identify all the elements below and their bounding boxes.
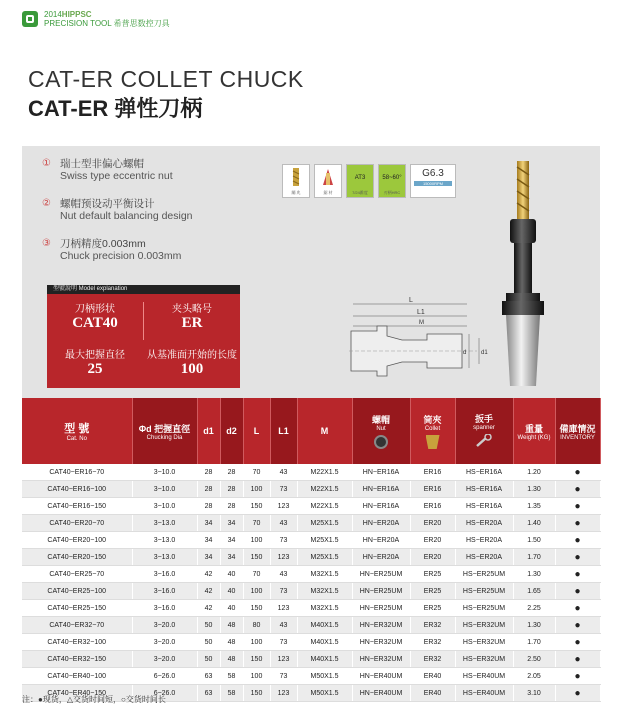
cell-weight: 1.65: [513, 583, 555, 600]
cell-weight: 1.40: [513, 515, 555, 532]
cell-chucking-dia: 3−13.0: [132, 515, 197, 532]
dim-L-label: L: [409, 297, 413, 304]
cell-M: M50X1.5: [297, 685, 352, 702]
cell-spanner: HS−ER25UM: [455, 600, 513, 617]
cell-L1: 73: [270, 668, 297, 685]
cell-collet: ER25: [410, 566, 455, 583]
brand-text: [44, 10, 170, 28]
cell-L: 100: [243, 481, 270, 498]
cell-nut: HN−ER40UM: [352, 685, 410, 702]
dim-d1-label: d1: [481, 350, 488, 356]
col-d1: d1: [197, 398, 220, 464]
cell-d2: 28: [220, 464, 243, 481]
cell-weight: 2.25: [513, 600, 555, 617]
grip-cell: [47, 346, 143, 378]
cell-cat-no: CAT40−ER20−100: [22, 532, 132, 549]
cell-collet: ER20: [410, 532, 455, 549]
cell-chucking-dia: 3−13.0: [132, 549, 197, 566]
drill-spec-icon: [282, 164, 310, 198]
cell-L: 150: [243, 651, 270, 668]
hippsc-logo-icon: [22, 11, 38, 27]
code-cell: [144, 300, 240, 332]
cell-chucking-dia: 3−16.0: [132, 600, 197, 617]
col-stock-en: INVENTORY: [560, 434, 595, 441]
col-weight: [513, 398, 555, 464]
cell-d2: 48: [220, 634, 243, 651]
cell-M: M25X1.5: [297, 532, 352, 549]
cell-L1: 123: [270, 498, 297, 515]
cell-L: 150: [243, 549, 270, 566]
feature-2-number: ②: [42, 198, 51, 209]
cell-spanner: HS−ER40UM: [455, 685, 513, 702]
cell-collet: ER16: [410, 464, 455, 481]
cell-cat-no: CAT40−ER25−150: [22, 600, 132, 617]
balance-grade-value: G6.3: [422, 168, 444, 179]
code-label: 夹头略号: [172, 304, 212, 315]
taper-spec-value: AT3: [354, 175, 366, 181]
cell-L: 150: [243, 600, 270, 617]
cell-chucking-dia: 3−20.0: [132, 617, 197, 634]
cell-nut: HN−ER20A: [352, 549, 410, 566]
dim-M-label: M: [419, 320, 424, 326]
col-chucking-dia-cn: Φd 把握直徑: [138, 423, 191, 434]
spec-table-body: [22, 464, 600, 702]
cell-nut: HN−ER16A: [352, 481, 410, 498]
cell-nut: HN−ER25UM: [352, 600, 410, 617]
product-panel: [22, 146, 600, 398]
dim-L1-label: L1: [417, 309, 425, 316]
table-row: [22, 566, 600, 583]
cell-L: 150: [243, 685, 270, 702]
cell-cat-no: CAT40−ER32−150: [22, 651, 132, 668]
col-collet-cn: 筒夾: [423, 415, 442, 425]
feature-1-number: ①: [42, 158, 51, 169]
cell-M: M50X1.5: [297, 668, 352, 685]
col-cat-no: [22, 398, 132, 464]
cell-nut: HN−ER32UM: [352, 651, 410, 668]
col-stock-cn: 備庫情況: [559, 423, 596, 434]
cell-d1: 28: [197, 498, 220, 515]
cell-weight: 1.50: [513, 532, 555, 549]
brand-header: [22, 10, 170, 28]
shape-label: 刀柄形状: [75, 304, 115, 315]
cell-stock: ●: [555, 549, 600, 566]
cell-weight: 2.50: [513, 651, 555, 668]
cell-collet: ER16: [410, 481, 455, 498]
col-spanner-en: spanner: [473, 425, 495, 431]
balance-grade-box: [410, 164, 456, 198]
cell-nut: HN−ER40UM: [352, 668, 410, 685]
col-weight-cn: 重量: [524, 423, 543, 434]
col-nut-cn: 螺帽: [371, 415, 390, 425]
feature-2-cn: 螺帽预设动平衡设计: [60, 198, 155, 210]
cell-M: M25X1.5: [297, 549, 352, 566]
material-spec-label: 鋸 材: [323, 190, 333, 195]
table-row: [22, 668, 600, 685]
cell-M: M22X1.5: [297, 498, 352, 515]
spanner-icon: [475, 434, 493, 448]
page-title-en: CAT-ER COLLET CHUCK: [28, 66, 304, 92]
cell-weight: 1.30: [513, 566, 555, 583]
cell-d1: 50: [197, 651, 220, 668]
cell-chucking-dia: 3−16.0: [132, 566, 197, 583]
cell-L1: 123: [270, 549, 297, 566]
cell-L1: 123: [270, 651, 297, 668]
col-nut-en: Nut: [376, 426, 386, 432]
table-row: [22, 583, 600, 600]
cell-d1: 50: [197, 634, 220, 651]
cell-weight: 3.10: [513, 685, 555, 702]
cell-stock: ●: [555, 600, 600, 617]
cell-d2: 40: [220, 600, 243, 617]
col-chucking-dia: [132, 398, 197, 464]
grip-label: 最大把握直径: [65, 350, 125, 361]
cell-nut: HN−ER32UM: [352, 634, 410, 651]
brand-year: 2014: [44, 10, 62, 19]
cell-M: M40X1.5: [297, 651, 352, 668]
cell-stock: ●: [555, 481, 600, 498]
cell-chucking-dia: 6−26.0: [132, 668, 197, 685]
cell-collet: ER25: [410, 600, 455, 617]
table-row: [22, 634, 600, 651]
spec-table: [22, 398, 601, 702]
cell-spanner: HS−ER25UM: [455, 566, 513, 583]
cell-stock: ●: [555, 668, 600, 685]
cell-spanner: HS−ER32UM: [455, 651, 513, 668]
nut-icon: [374, 435, 388, 449]
cell-L: 100: [243, 634, 270, 651]
table-row: [22, 651, 600, 668]
cell-spanner: HS−ER25UM: [455, 583, 513, 600]
cell-chucking-dia: 3−10.0: [132, 498, 197, 515]
cell-M: M32X1.5: [297, 600, 352, 617]
cell-stock: ●: [555, 515, 600, 532]
stock-legend-note: 注：●现货，△交货时间短，○交货时间长: [22, 695, 166, 704]
cell-M: M32X1.5: [297, 566, 352, 583]
cell-cat-no: CAT40−ER20−150: [22, 549, 132, 566]
cell-collet: ER40: [410, 668, 455, 685]
cell-weight: 2.05: [513, 668, 555, 685]
cell-d2: 34: [220, 549, 243, 566]
cell-d1: 28: [197, 481, 220, 498]
cell-M: M25X1.5: [297, 515, 352, 532]
cell-M: M22X1.5: [297, 481, 352, 498]
cell-chucking-dia: 3−10.0: [132, 481, 197, 498]
cell-L1: 123: [270, 600, 297, 617]
feature-3-cn: 刀柄精度0.003mm: [60, 238, 146, 250]
cell-M: M22X1.5: [297, 464, 352, 481]
cell-stock: ●: [555, 498, 600, 515]
cell-nut: HN−ER16A: [352, 464, 410, 481]
col-spanner-cn: 扳手: [474, 414, 493, 424]
cell-d1: 42: [197, 583, 220, 600]
cell-d2: 34: [220, 532, 243, 549]
cell-M: M40X1.5: [297, 634, 352, 651]
hrc-spec-value: 58~60°: [382, 175, 402, 181]
cell-d1: 42: [197, 600, 220, 617]
col-d2: d2: [220, 398, 243, 464]
cell-collet: ER20: [410, 549, 455, 566]
cell-nut: HN−ER20A: [352, 532, 410, 549]
col-nut: [352, 398, 410, 464]
cell-d1: 34: [197, 532, 220, 549]
cell-chucking-dia: 3−20.0: [132, 634, 197, 651]
cell-stock: ●: [555, 685, 600, 702]
cell-d2: 40: [220, 566, 243, 583]
col-stock: [555, 398, 600, 464]
feature-3-number: ③: [42, 238, 51, 249]
cell-spanner: HS−ER32UM: [455, 617, 513, 634]
material-spec-icon: [314, 164, 342, 198]
cell-d2: 48: [220, 617, 243, 634]
cell-d2: 40: [220, 583, 243, 600]
cell-collet: ER16: [410, 498, 455, 515]
model-explanation-box: [47, 286, 240, 388]
shape-cell: [47, 300, 143, 332]
col-cat-no-cn: 型 號: [64, 423, 90, 435]
model-explanation-header: 型號說明 Model explanation: [47, 285, 240, 294]
cell-d2: 48: [220, 651, 243, 668]
cell-d2: 28: [220, 498, 243, 515]
cell-L: 70: [243, 464, 270, 481]
cell-cat-no: CAT40−ER40−100: [22, 668, 132, 685]
table-row: [22, 617, 600, 634]
cell-d1: 50: [197, 617, 220, 634]
col-chucking-dia-en: Chucking Dia: [146, 434, 183, 441]
cell-spanner: HS−ER32UM: [455, 634, 513, 651]
feature-2-en: Nut default balancing design: [60, 210, 193, 222]
cell-nut: HN−ER25UM: [352, 583, 410, 600]
cell-L: 70: [243, 515, 270, 532]
cell-collet: ER40: [410, 685, 455, 702]
cell-L1: 73: [270, 583, 297, 600]
table-row: [22, 498, 600, 515]
col-M: M: [297, 398, 352, 464]
cell-chucking-dia: 3−16.0: [132, 583, 197, 600]
table-row: [22, 481, 600, 498]
cell-nut: HN−ER20A: [352, 515, 410, 532]
cell-chucking-dia: 3−13.0: [132, 532, 197, 549]
feature-3-en: Chuck precision 0.003mm: [60, 250, 182, 262]
cell-cat-no: CAT40−ER25−70: [22, 566, 132, 583]
brand-tagline: PRECISION TOOL 希普思数控刀具: [44, 19, 170, 28]
cell-weight: 1.70: [513, 634, 555, 651]
cell-nut: HN−ER32UM: [352, 617, 410, 634]
feature-1-en: Swiss type eccentric nut: [60, 170, 173, 182]
balance-grade-rpm: 15000RPM: [414, 181, 452, 186]
col-collet: [410, 398, 455, 464]
spec-icon-row: [282, 164, 456, 198]
hrc-spec-box: [378, 164, 406, 198]
cell-stock: ●: [555, 617, 600, 634]
cell-nut: HN−ER16A: [352, 498, 410, 515]
cell-stock: ●: [555, 634, 600, 651]
col-spanner: [455, 398, 513, 464]
cell-spanner: HS−ER16A: [455, 464, 513, 481]
cell-L1: 43: [270, 464, 297, 481]
drill-spec-label: 蹦 兆: [291, 190, 301, 195]
code-value: ER: [181, 315, 203, 331]
cell-L: 150: [243, 498, 270, 515]
taper-spec-box: [346, 164, 374, 198]
collet-chuck-product-image: [484, 161, 564, 393]
feature-1: [42, 158, 173, 182]
cell-L1: 73: [270, 532, 297, 549]
cell-cat-no: CAT40−ER16−70: [22, 464, 132, 481]
cell-chucking-dia: 3−10.0: [132, 464, 197, 481]
cell-M: M32X1.5: [297, 583, 352, 600]
taper-spec-label: 7/24錐度: [352, 190, 368, 195]
cell-d2: 58: [220, 685, 243, 702]
dim-d-label: d: [463, 350, 467, 356]
table-row: [22, 515, 600, 532]
cell-collet: ER32: [410, 617, 455, 634]
cell-stock: ●: [555, 583, 600, 600]
cell-nut: HN−ER25UM: [352, 566, 410, 583]
cell-cat-no: CAT40−ER32−70: [22, 617, 132, 634]
cell-d1: 34: [197, 515, 220, 532]
cell-collet: ER32: [410, 651, 455, 668]
length-label: 从基准面开始的长度: [147, 350, 237, 361]
col-L1: L1: [270, 398, 297, 464]
cell-stock: ●: [555, 532, 600, 549]
cell-L: 100: [243, 532, 270, 549]
cell-cat-no: CAT40−ER25−100: [22, 583, 132, 600]
length-cell: [144, 346, 240, 378]
cell-spanner: HS−ER20A: [455, 532, 513, 549]
cell-spanner: HS−ER40UM: [455, 668, 513, 685]
cell-chucking-dia: 6−26.0: [132, 685, 197, 702]
cell-M: M40X1.5: [297, 617, 352, 634]
page-title-cn: CAT-ER 弹性刀柄: [28, 96, 203, 121]
cell-L1: 43: [270, 617, 297, 634]
hrc-spec-label: 刃柄HRC: [383, 190, 401, 195]
cell-L: 80: [243, 617, 270, 634]
cell-collet: ER20: [410, 515, 455, 532]
col-weight-en: Weight (KG): [517, 434, 551, 441]
cell-L1: 123: [270, 685, 297, 702]
cell-stock: ●: [555, 651, 600, 668]
collet-icon: [426, 435, 440, 449]
table-header-row: [22, 398, 600, 464]
cell-d2: 28: [220, 481, 243, 498]
cell-d2: 58: [220, 668, 243, 685]
cell-spanner: HS−ER20A: [455, 515, 513, 532]
cell-weight: 1.70: [513, 549, 555, 566]
cell-d1: 34: [197, 549, 220, 566]
cell-stock: ●: [555, 566, 600, 583]
col-cat-no-en: Cat. No: [66, 436, 87, 442]
cell-L1: 73: [270, 634, 297, 651]
feature-3: [42, 238, 181, 262]
feature-1-cn: 瑞士型非偏心螺帽: [60, 158, 144, 170]
cell-d1: 28: [197, 464, 220, 481]
cell-spanner: HS−ER16A: [455, 498, 513, 515]
cell-stock: ●: [555, 464, 600, 481]
cell-collet: ER25: [410, 583, 455, 600]
cell-cat-no: CAT40−ER16−100: [22, 481, 132, 498]
table-row: [22, 600, 600, 617]
cell-cat-no: CAT40−ER20−70: [22, 515, 132, 532]
cell-spanner: HS−ER20A: [455, 549, 513, 566]
cell-cat-no: CAT40−ER16−150: [22, 498, 132, 515]
cell-cat-no: CAT40−ER40−150: [22, 685, 132, 702]
cell-L: 100: [243, 668, 270, 685]
cell-d2: 34: [220, 515, 243, 532]
cell-weight: 1.30: [513, 481, 555, 498]
cell-d1: 42: [197, 566, 220, 583]
table-row: [22, 532, 600, 549]
cell-weight: 1.20: [513, 464, 555, 481]
length-value: 100: [180, 361, 204, 377]
cell-d1: 63: [197, 668, 220, 685]
cell-d1: 63: [197, 685, 220, 702]
shape-value: CAT40: [72, 315, 118, 331]
cell-L: 100: [243, 583, 270, 600]
table-row: [22, 549, 600, 566]
cell-spanner: HS−ER16A: [455, 481, 513, 498]
table-row: [22, 464, 600, 481]
col-L: L: [243, 398, 270, 464]
cell-L1: 73: [270, 481, 297, 498]
dimension-drawing: [347, 296, 497, 391]
cell-L1: 43: [270, 566, 297, 583]
cell-L1: 43: [270, 515, 297, 532]
feature-2: [42, 198, 193, 222]
cell-weight: 1.30: [513, 617, 555, 634]
col-collet-en: Collet: [424, 426, 441, 432]
cell-L: 70: [243, 566, 270, 583]
cell-cat-no: CAT40−ER32−100: [22, 634, 132, 651]
cell-chucking-dia: 3−20.0: [132, 651, 197, 668]
cell-weight: 1.35: [513, 498, 555, 515]
cell-collet: ER32: [410, 634, 455, 651]
grip-value: 25: [87, 361, 103, 377]
brand-name: HIPPSC: [61, 10, 92, 19]
